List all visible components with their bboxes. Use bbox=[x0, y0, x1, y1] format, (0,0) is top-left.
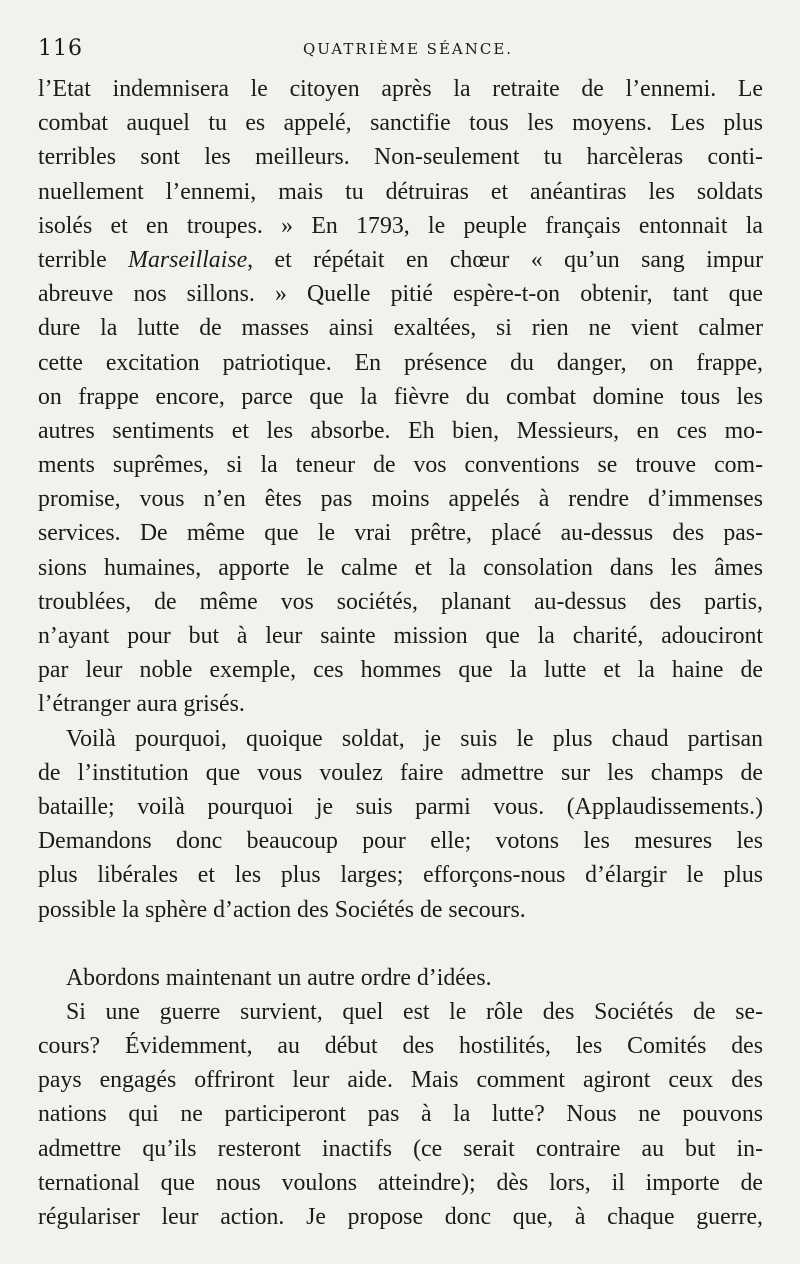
text-line: par leur noble exemple, ces hommes que la lutte et la haine de bbox=[38, 657, 763, 684]
text-fragment: terrible bbox=[38, 246, 107, 273]
text-line: isolés et en troupes. » En 1793, le peuple français entonnait la bbox=[38, 212, 763, 239]
text-line: dure la lutte de masses ainsi exaltées, si rien ne vient calmer bbox=[38, 315, 763, 342]
emphasized-title: Marseillaise bbox=[128, 246, 248, 273]
paragraph-1 bbox=[38, 72, 763, 722]
text-line: n’ayant pour but à leur sainte mission que la charité, adouciront bbox=[38, 623, 763, 649]
text-line: autres sentiments et les absorbe. Eh bien, Messieurs, en ces mo- bbox=[38, 417, 763, 444]
text-line: nuellement l’ennemi, mais tu détruiras et anéantiras les soldats bbox=[38, 178, 763, 205]
paragraph-3 bbox=[38, 961, 763, 995]
text-line: troublées, de même vos sociétés, planant au-dessus des partis, bbox=[38, 588, 763, 615]
text-line: ternational que nous voulons atteindre); dès lors, il importe de bbox=[38, 1169, 763, 1196]
text-line: Si une guerre survient, quel est le rôle des Sociétés de se- bbox=[66, 998, 763, 1025]
paragraph-gap bbox=[38, 927, 763, 961]
text-line: l’Etat indemnisera le citoyen après la retraite de l’ennemi. Le bbox=[38, 76, 763, 102]
body-text bbox=[38, 72, 763, 1234]
text-line: admettre qu’ils resteront inactifs (ce serait contraire au but in- bbox=[38, 1135, 763, 1162]
text-line: combat auquel tu es appelé, sanctifie tous les moyens. Les plus bbox=[38, 110, 763, 137]
text-line: ments suprêmes, si la teneur de vos conventions se trouve com- bbox=[38, 452, 763, 479]
text-line: services. De même que le vrai prêtre, placé au-dessus des pas- bbox=[38, 520, 763, 547]
paragraph-4 bbox=[38, 995, 763, 1234]
text-line: cette excitation patriotique. En présence du danger, on frappe, bbox=[38, 349, 763, 376]
text-line: de l’institution que vous voulez faire admettre sur les champs de bbox=[38, 759, 763, 786]
text-line: bataille; voilà pourquoi je suis parmi vous. (Applaudissements.) bbox=[38, 793, 763, 820]
text-line: Abordons maintenant un autre ordre d’idées. bbox=[66, 964, 492, 991]
text-line: nations qui ne participeront pas à la lutte? Nous ne pouvons bbox=[38, 1101, 763, 1128]
text-line bbox=[38, 243, 763, 277]
page-header bbox=[38, 36, 778, 66]
text-line: Demandons donc beaucoup pour elle; votons les mesures les bbox=[38, 828, 763, 855]
text-line: terribles sont les meilleurs. Non-seulement tu harcèleras conti- bbox=[38, 144, 763, 171]
text-line: plus libérales et les plus larges; efforçons-nous d’élargir le plus bbox=[38, 862, 763, 889]
text-line: Voilà pourquoi, quoique soldat, je suis le plus chaud partisan bbox=[66, 725, 763, 752]
text-fragment: , et répétait en chœur « qu’un sang impur bbox=[247, 246, 763, 273]
text-line: promise, vous n’en êtes pas moins appelés à rendre d’immenses bbox=[38, 486, 763, 513]
text-line: cours? Évidemment, au début des hostilités, les Comités des bbox=[38, 1033, 763, 1060]
running-title: QUATRIÈME SÉANCE. bbox=[302, 40, 514, 58]
text-line: l’étranger aura grisés. bbox=[38, 691, 245, 718]
text-line: possible la sphère d’action des Sociétés de secours. bbox=[38, 896, 526, 923]
paragraph-2 bbox=[38, 722, 763, 927]
text-line: sions humaines, apporte le calme et la consolation dans les âmes bbox=[38, 554, 763, 581]
text-line: abreuve nos sillons. » Quelle pitié espère-t-on obtenir, tant que bbox=[38, 281, 763, 308]
page-number: 116 bbox=[38, 36, 83, 61]
text-line: pays engagés offriront leur aide. Mais comment agiront ceux des bbox=[38, 1067, 763, 1094]
text-line: régulariser leur action. Je propose donc que, à chaque guerre, bbox=[38, 1204, 763, 1230]
text-line: on frappe encore, parce que la fièvre du combat domine tous les bbox=[38, 383, 763, 410]
